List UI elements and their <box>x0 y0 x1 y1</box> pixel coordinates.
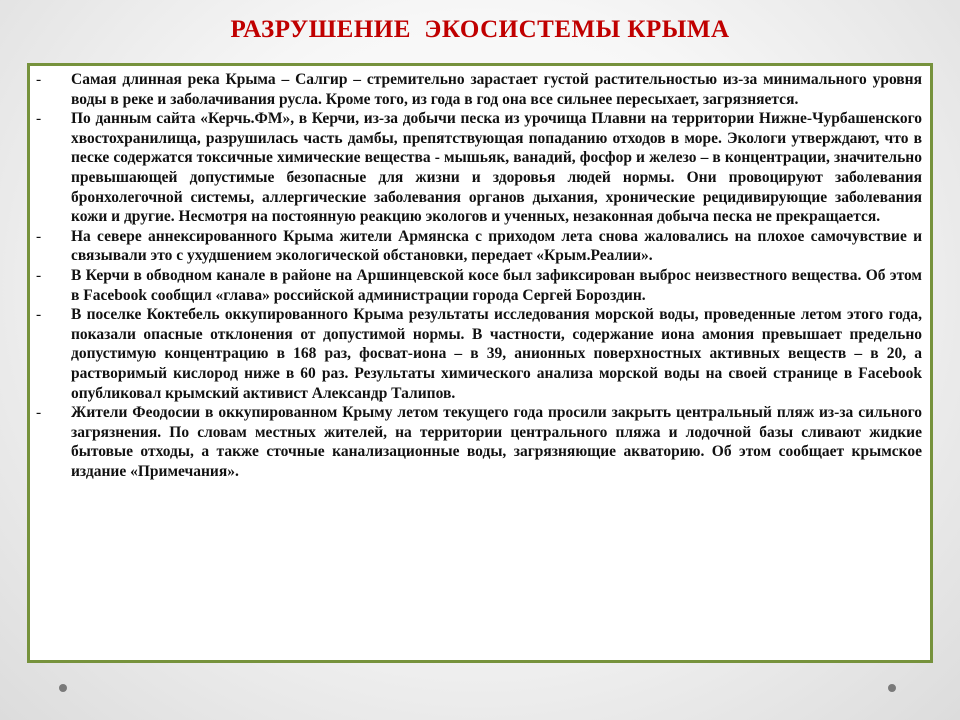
slide-title: РАЗРУШЕНИЕ ЭКОСИСТЕМЫ КРЫМА <box>230 16 730 43</box>
bullet-item <box>36 266 922 305</box>
bullet-item <box>36 227 922 266</box>
bullet-item <box>36 305 922 403</box>
next-slide-dot-icon[interactable] <box>888 684 896 692</box>
bullet-text: По данным сайта «Керчь.ФМ», в Керчи, из-за добычи песка из урочища Плавни на территории Нижне-Чурбашенского хвостохранилища, разрушилась часть дамбы, препятствующая попаданию отходов в море. Экологи утверждают, что в песке содержатся токсичные химические вещества - мышьяк, ванадий, фосфор и железо – в концентрации, значительно превышающей допустимые безопасные для жизни и здоровья людей нормы. Они провоцируют заболевания бронхолегочной системы, аллергические заболевания органов дыхания, хронические рецидивирующие заболевания кожи и другие. Несмотря на постоянную реакцию экологов и ученных, незаконная добыча песка не прекращается. <box>71 110 922 226</box>
bullet-list <box>36 70 922 481</box>
bullet-marker: - <box>36 71 42 88</box>
bullet-item <box>36 403 922 481</box>
bullet-text: Самая длинная река Крыма – Салгир – стремительно зарастает густой растительностью из-за минимального уровня воды в реке и заболачивания русла. Кроме того, из года в год она все сильнее пересыхает, загрязняется. <box>71 71 922 108</box>
bullet-marker: - <box>36 266 42 284</box>
bullet-marker: - <box>36 227 42 245</box>
bullet-marker: - <box>36 306 42 324</box>
bullet-marker: - <box>36 110 42 128</box>
bullet-item <box>36 70 922 109</box>
bullet-text: На севере аннексированного Крыма жители Армянска с приходом лета снова жаловались на плохое самочувствие и связывали это с ухудшением экологической обстановки, передает «Крым.Реалии». <box>71 227 922 265</box>
content-box <box>27 63 933 663</box>
previous-slide-dot-icon[interactable] <box>59 684 67 692</box>
bullet-text: В Керчи в обводном канале в районе на Аршинцевской косе был зафиксирован выброс неизвестного вещества. Об этом в Facebook сообщил «глава» российской администрации города Сергей Бороздин. <box>71 266 922 304</box>
bullet-text: Жители Феодосии в оккупированном Крыму летом текущего года просили закрыть центральный пляж из-за сильного загрязнения. По словам местных жителей, на территории центрального пляжа и лодочной базы сливают жидкие бытовые отходы, а также сточные канализационные воды, загрязняющие акваторию. Об этом сообщает крымское издание «Примечания». <box>71 404 922 480</box>
bullet-marker: - <box>36 404 42 422</box>
bullet-text: В поселке Коктебель оккупированного Крыма результаты исследования морской воды, проведенные летом этого года, показали опасные отклонения от допустимой нормы. В частности, содержание иона амония превышает предельно допустимую концентрацию в 168 раз, фосват-иона – в 39, анионных поверхностных активных веществ – в 20, а растворимый кислород ниже в 60 раз. Результаты химического анализа морской воды на своей странице в Facebook опубликовал крымский активист Александр Талипов. <box>71 306 922 402</box>
bullet-item <box>36 109 922 227</box>
